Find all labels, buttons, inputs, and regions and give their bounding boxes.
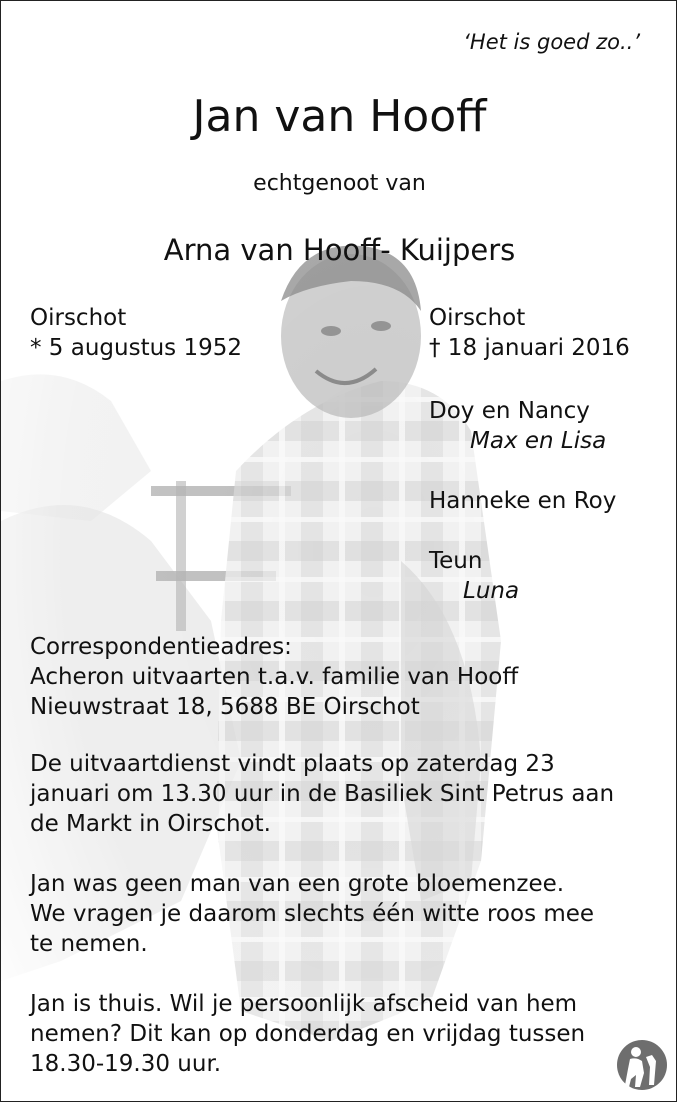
family-children: Luna [463, 578, 520, 604]
death-date: † 18 januari 2016 [429, 335, 630, 361]
funeral-home-logo-icon [616, 1039, 668, 1091]
relation-label: echtgenoot van [253, 171, 426, 196]
visitation-text: Jan is thuis. Wil je persoonlijk afscheid van hem [30, 991, 578, 1017]
correspondence-line: Acheron uitvaarten t.a.v. familie van Hooff [30, 664, 519, 690]
deceased-name: Jan van Hooff [192, 91, 487, 142]
death-place: Oirschot [429, 305, 526, 331]
motto: ‘Het is goed zo..’ [463, 30, 640, 54]
correspondence-line: Nieuwstraat 18, 5688 BE Oirschot [30, 694, 420, 720]
family-member: Teun [429, 548, 483, 574]
flowers-text: We vragen je daarom slechts één witte roos mee [30, 901, 595, 927]
birth-date: * 5 augustus 1952 [30, 335, 243, 361]
flowers-text: te nemen. [30, 931, 148, 957]
visitation-text: nemen? Dit kan op donderdag en vrijdag tussen [30, 1021, 586, 1047]
service-text: januari om 13.30 uur in de Basiliek Sint Petrus aan [30, 781, 615, 807]
family-member: Doy en Nancy [429, 398, 590, 424]
family-children: Max en Lisa [470, 428, 607, 454]
service-text: De uitvaartdienst vindt plaats op zaterdag 23 [30, 751, 555, 777]
birth-place: Oirschot [30, 305, 127, 331]
correspondence-label: Correspondentieadres: [30, 634, 292, 660]
flowers-text: Jan was geen man van een grote bloemenzee. [30, 871, 565, 897]
service-text: de Markt in Oirschot. [30, 811, 271, 837]
visitation-text: 18.30-19.30 uur. [30, 1051, 222, 1077]
family-member: Hanneke en Roy [429, 488, 617, 514]
spouse-name: Arna van Hooff- Kuijpers [163, 233, 516, 267]
